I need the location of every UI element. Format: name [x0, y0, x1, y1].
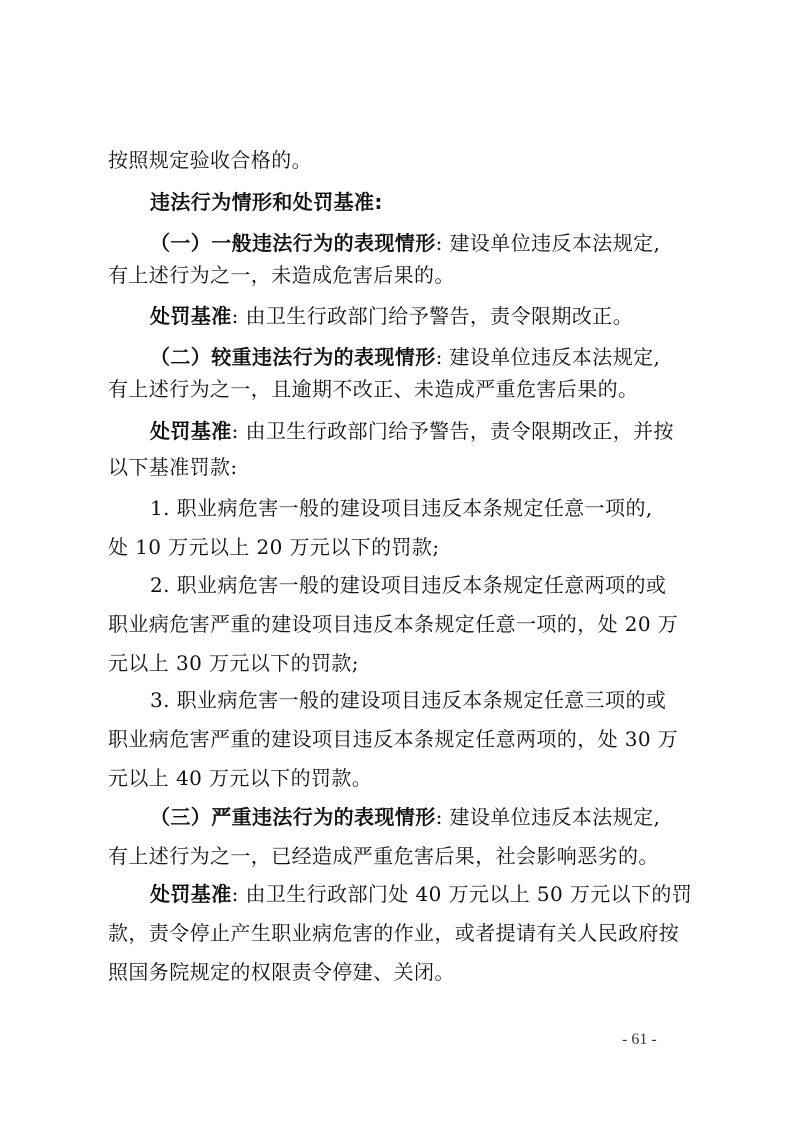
- page-number: - 61 -: [622, 1031, 657, 1048]
- list-item-line: [150, 570, 666, 600]
- list-item-line: [108, 724, 678, 754]
- paragraph-text: : 由卫生行政部门给予警告，责令限期改正。: [231, 304, 634, 328]
- list-item-text: 3. 职业病危害一般的建设项目违反本条规定任意三项的或: [150, 688, 667, 712]
- case-heading: （三）严重违法行为的表现情形: [150, 805, 436, 829]
- list-item-line: [108, 648, 359, 678]
- paragraph-line: [150, 879, 692, 909]
- list-item-text: 2. 职业病危害一般的建设项目违反本条规定任意两项的或: [150, 573, 667, 597]
- paragraph-text: : 建设单位违反本法规定,: [435, 231, 661, 255]
- paragraph-line: [150, 416, 674, 446]
- paragraph-text: 有上述行为之一，已经造成严重危害后果，社会影响恶劣的。: [108, 844, 659, 868]
- paragraph-line: [108, 918, 679, 948]
- list-item-text: 处 10 万元以上 20 万元以下的罚款;: [108, 535, 440, 559]
- paragraph-line: [108, 260, 455, 290]
- paragraph-text: : 由卫生行政部门处 40 万元以上 50 万元以下的罚: [231, 882, 693, 906]
- paragraph-line: [150, 228, 660, 258]
- paragraph-line: [108, 145, 312, 175]
- paragraph-text: 以下基准罚款:: [108, 455, 238, 479]
- list-item-line: [150, 493, 653, 523]
- paragraph-text: : 建设单位违反本法规定,: [435, 805, 661, 829]
- list-item-line: [108, 532, 439, 562]
- list-item-text: 职业病危害严重的建设项目违反本条规定任意一项的，处 20 万: [108, 612, 679, 636]
- penalty-label: 处罚基准: [150, 419, 232, 443]
- case-heading: （一）一般违法行为的表现情形: [150, 231, 436, 255]
- paragraph-line: [150, 342, 660, 372]
- list-item-text: 1. 职业病危害一般的建设项目违反本条规定任意一项的,: [150, 496, 653, 520]
- heading-text: 违法行为情形和处罚基准:: [150, 190, 383, 214]
- paragraph-text: 照国务院规定的权限责令停建、关闭。: [108, 960, 455, 984]
- paragraph-line: [150, 301, 633, 331]
- paragraph-text: 按照规定验收合格的。: [108, 148, 312, 172]
- paragraph-text: 有上述行为之一，且逾期不改正、未造成严重危害后果的。: [108, 377, 639, 401]
- penalty-label: 处罚基准: [150, 882, 232, 906]
- paragraph-line: [108, 841, 659, 871]
- list-item-line: [150, 685, 666, 715]
- paragraph-line: [108, 957, 455, 987]
- paragraph-text: : 建设单位违反本法规定,: [435, 345, 661, 369]
- paragraph-text: : 由卫生行政部门给予警告，责令限期改正，并按: [231, 419, 674, 443]
- list-item-line: [108, 609, 678, 639]
- paragraph-line: [108, 452, 238, 482]
- paragraph-text: 有上述行为之一，未造成危害后果的。: [108, 263, 455, 287]
- list-item-text: 元以上 40 万元以下的罚款。: [108, 766, 373, 790]
- list-item-line: [108, 763, 372, 793]
- paragraph-text: 款，责令停止产生职业病危害的作业，或者提请有关人民政府按: [108, 921, 680, 945]
- section-heading: [150, 187, 383, 217]
- list-item-text: 元以上 30 万元以下的罚款;: [108, 651, 359, 675]
- penalty-label: 处罚基准: [150, 304, 232, 328]
- list-item-text: 职业病危害严重的建设项目违反本条规定任意两项的，处 30 万: [108, 727, 679, 751]
- case-heading: （二）较重违法行为的表现情形: [150, 345, 436, 369]
- paragraph-line: [150, 802, 660, 832]
- paragraph-line: [108, 374, 638, 404]
